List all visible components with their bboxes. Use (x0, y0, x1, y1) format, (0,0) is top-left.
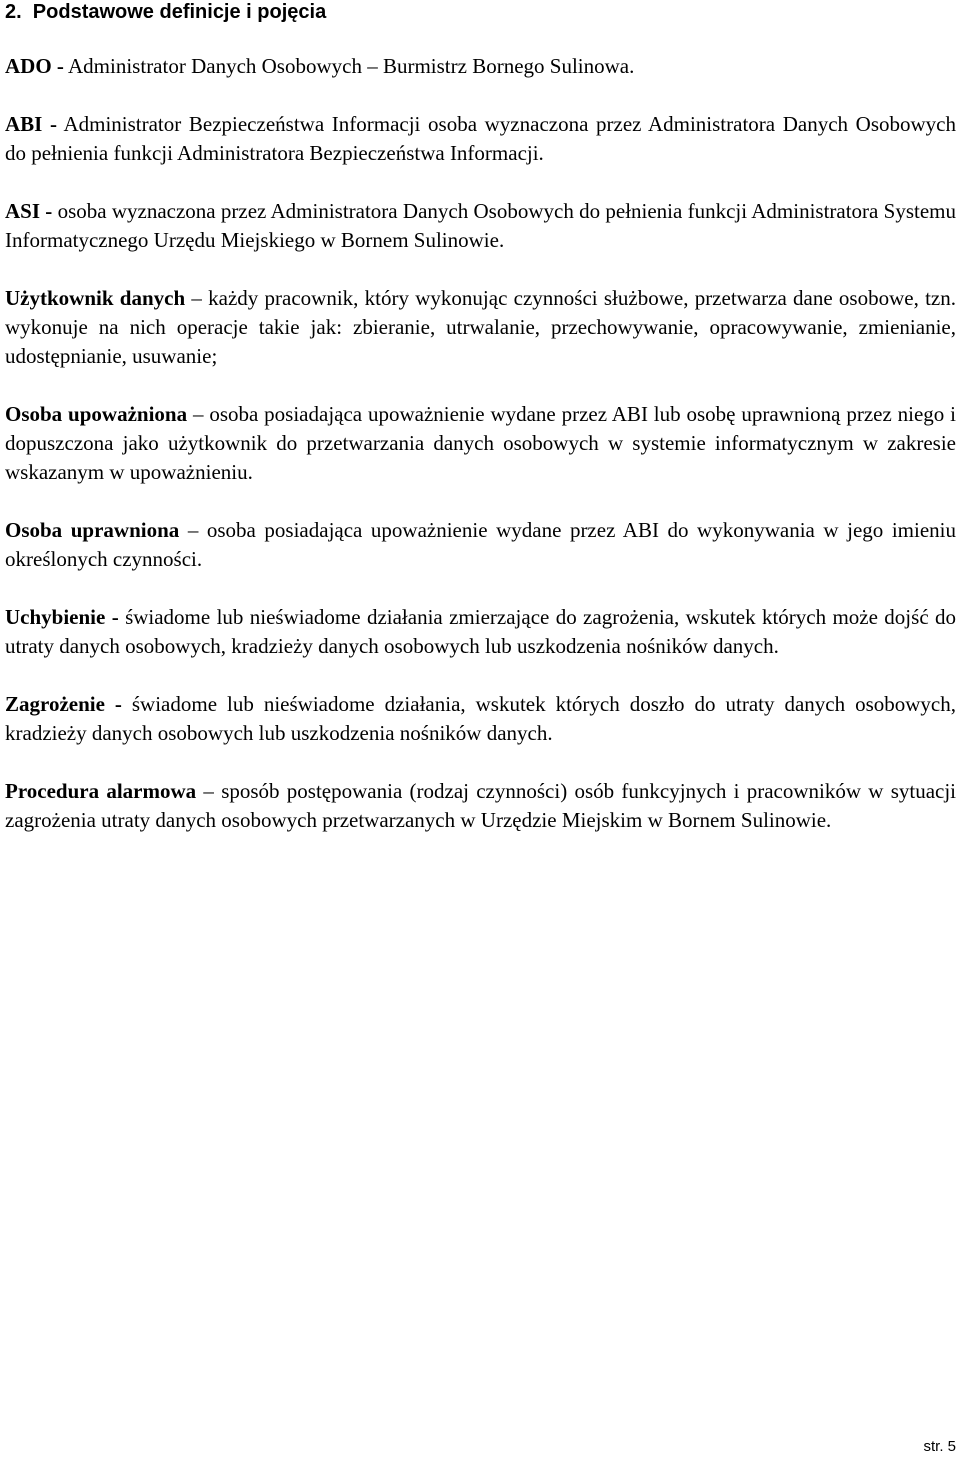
definition-text: – każdy pracownik, który wykonując czynności służbowe, przetwarza dane osobowe, tzn. wykonuje na nich operacje takie jak: zbieranie, utrwalanie, przechowywanie, opracowywanie, zmienianie, udostępnianie, usuwanie; (5, 286, 956, 368)
definition-osoba-upowazniona (5, 400, 956, 487)
definition-term: Osoba uprawniona (5, 518, 180, 542)
definition-text: – osoba posiadająca upoważnienie wydane przez ABI do wykonywania w jego imieniu określonych czynności. (5, 518, 956, 571)
section-heading: 2. Podstawowe definicje i pojęcia (5, 1, 327, 23)
definition-zagrozenie (5, 690, 956, 748)
definition-term: ABI - (5, 112, 57, 136)
definition-text: świadome lub nieświadome działania zmierzające do zagrożenia, wskutek których może dojść do utraty danych osobowych, kradzieży danych osobowych lub uszkodzenia nośników danych. (5, 605, 957, 658)
definition-text: osoba wyznaczona przez Administratora Danych Osobowych do pełnienia funkcji Administratora Systemu Informatycznego Urzędu Miejskiego w Bornem Sulinowie. (5, 199, 956, 252)
definition-ado (5, 52, 956, 81)
definition-abi (5, 110, 956, 168)
definition-text: Administrator Danych Osobowych – Burmistrz Bornego Sulinowa. (63, 54, 635, 78)
definition-term: ASI - (5, 199, 53, 223)
definition-term: Uchybienie - (5, 605, 119, 629)
definition-text: – sposób postępowania (rodzaj czynności) osób funkcyjnych i pracowników w sytuacji zagrożenia utraty danych osobowych przetwarzanych w Urzędzie Miejskim w Bornem Sulinowie. (5, 779, 957, 832)
definition-term: Użytkownik danych (5, 286, 186, 310)
definition-asi (5, 197, 956, 255)
definition-uzytkownik-danych (5, 284, 956, 371)
page-number: str. 5 (923, 1438, 956, 1455)
definition-text: Administrator Bezpieczeństwa Informacji osoba wyznaczona przez Administratora Danych Osobowych do pełnienia funkcji Administratora Bezpieczeństwa Informacji. (5, 112, 956, 165)
definition-uchybienie (5, 603, 956, 661)
definition-osoba-uprawniona (5, 516, 956, 574)
definition-procedura-alarmowa (5, 777, 956, 835)
definition-term: ADO - (5, 54, 64, 78)
definition-text: – osoba posiadająca upoważnienie wydane przez ABI lub osobę uprawnioną przez niego i dopuszczona jako użytkownik do przetwarzania danych osobowych w systemie informatycznym w zakresie wskazanym w upoważnieniu. (5, 402, 956, 484)
definition-term: Procedura alarmowa (5, 779, 197, 803)
definition-term: Zagrożenie - (5, 692, 122, 716)
definition-term: Osoba upoważniona (5, 402, 188, 426)
definition-text: świadome lub nieświadome działania, wskutek których doszło do utraty danych osobowych, kradzieży danych osobowych lub uszkodzenia nośników danych. (5, 692, 957, 745)
definitions-list (5, 52, 956, 864)
